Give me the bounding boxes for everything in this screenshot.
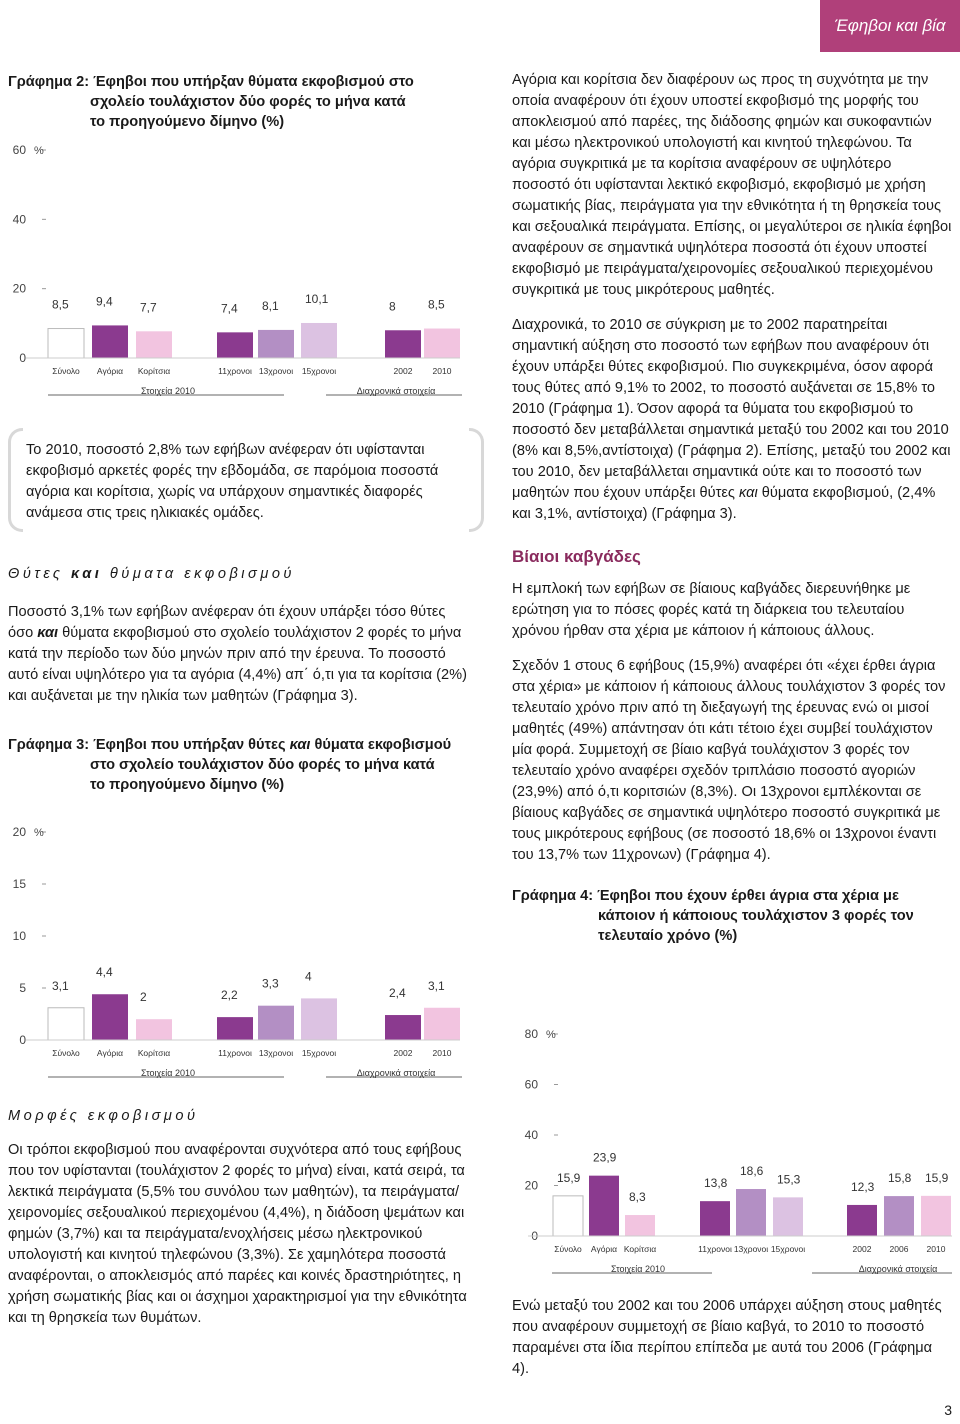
left-column [8, 70, 468, 132]
bar [385, 330, 421, 358]
x-category-label: 13χρονοι [258, 1048, 294, 1058]
x-category-label: 15χρονοι [301, 366, 337, 376]
paragraph-bullies-victims: Ποσοστό 3,1% των εφήβων ανέφεραν ότι έχουν υπάρξει τόσο θύτες όσο και θύματα εκφοβισμού στο σχολείο τουλάχιστον 2 φορές το μήνα κατά την περίοδο των δύο μηνών πριν από την έρευνα. Το ποσοστό αυτό είναι υψηλότερο για τα αγόρια (4,4%) απ΄ ό,τι για τα κορίτσια (2%) και αυξάνεται με την ηλικία των μαθητών (Γράφημα 3). [8, 604, 467, 704]
x-category-label: Σύνολο [52, 366, 80, 376]
x-category-label: Κορίτσια [623, 1244, 657, 1254]
x-category-label: 13χρονοι [733, 1244, 769, 1254]
bar-value-label: 2 [140, 990, 147, 1005]
bar-value-label: 4,4 [96, 965, 113, 980]
x-category-label: 11χρονοι [218, 1048, 252, 1058]
header-badge: Έφηβοι και βία [820, 0, 960, 52]
y-tick-label: 60 [12, 143, 26, 157]
bar [553, 1196, 583, 1236]
x-category-label: Αγόρια [96, 366, 124, 376]
group-label-trend: Διαχρονικά στοιχεία [858, 1264, 938, 1274]
x-category-label: Σύνολο [554, 1244, 582, 1254]
heading-bullies-victims: Θύτες και θύματα εκφοβισμού [8, 566, 295, 582]
x-category-label: 15χρονοι [301, 1048, 337, 1058]
bar-value-label: 23,9 [593, 1150, 617, 1165]
chart3 [8, 810, 468, 1086]
bar [385, 1015, 421, 1040]
bar [48, 329, 84, 358]
y-tick-label: 60 [524, 1077, 538, 1092]
bar-value-label: 8,5 [428, 297, 445, 312]
x-category-label: 2010 [926, 1244, 946, 1254]
x-category-label: Κορίτσια [137, 366, 171, 376]
x-category-label: 13χρονοι [258, 366, 294, 376]
bar-value-label: 15,8 [888, 1171, 912, 1186]
x-category-label: 2002 [393, 1048, 413, 1058]
y-axis-unit: % [34, 145, 44, 157]
bar [48, 1008, 84, 1040]
bar-value-label: 9,4 [96, 294, 113, 309]
group-label-trend: Διαχρονικά στοιχεία [356, 386, 436, 396]
paragraph-trends: Διαχρονικά, το 2010 σε σύγκριση με το 2002 παρατηρείται σημαντική αύξηση στο ποσοστό των εφήβων που αναφέρουν ότι έχουν υπάρξει θύτες εκφοβισμού. Πιο συγκεκριμένα, όσον αφορά τους θύτες από 9,1% το 2002, το ποσοστό αυξάνεται σε 15,8% το 2010 (Γράφημα 1). Όσον αφορά τα θύματα του εκφοβισμού το ποσοστό δεν μεταβάλλεται σημαντικά μεταξύ του 2002 και του 2010 (8% και 8,5%,αντίστοιχα) (Γράφημα 2). Επίσης, μεταξύ του 2002 και του 2010, δεν μεταβάλλεται σημαντικά ούτε και το ποσοστό των μαθητών που έχουν υπάρξει θύτες και θύματα εκφοβισμού, (2,4% και 3,1%, αντίστοιχα) (Γράφημα 3). [512, 317, 951, 522]
y-tick-label: 20 [524, 1178, 538, 1193]
x-category-label: 2002 [852, 1244, 872, 1254]
y-tick-label: 15 [12, 877, 26, 891]
x-category-label: Κορίτσια [137, 1048, 171, 1058]
bar-value-label: 15,3 [777, 1172, 801, 1187]
paragraph-bullying-forms: Οι τρόποι εκφοβισμού που αναφέρονται συχνότερα από τους εφήβους που τον υφίστανται (τουλάχιστον 2 φορές το μήνα) είναι, κατά σειρά, τα λεκτικά πειράγματα (5,5% του συνόλου των μαθητών), τα πειράγματα/ χειρονομίες σεξουαλικού περιεχομένου (4,4%), η διάδοση ψεμάτων και φημών (3,7%) και τα πειράγματα/ενοχλήσεις μέσω ηλεκτρονικού υπολογιστή και κινητού τηλεφώνου (3,3%). Σε χαμηλότερα ποσοστά αναφέρονται, ο αποκλεισμός από παρέες και κοινές δραστηριότητες, η χρήση σωματικής βίας και οι άσχημοι χαρακτηρισμοί για την εθνικότητα και τη θρησκεία των θυμάτων. [8, 1142, 467, 1326]
y-tick-label: 0 [531, 1229, 538, 1243]
bar-value-label: 3,1 [52, 978, 69, 993]
x-category-label: Σύνολο [52, 1048, 80, 1058]
left-column-body [8, 428, 468, 795]
y-axis-unit: % [546, 1029, 556, 1041]
callout-text: Το 2010, ποσοστό 2,8% των εφήβων ανέφεραν ότι υφίστανται εκφοβισμό αρκετές φορές την εβδομάδα, σε παρόμοια ποσοστά αγόρια και κορίτσια, χωρίς να υπάρχουν σημαντικές διαφορές ανάμεσα στις τρεις ηλικιακές ομάδες. [26, 442, 439, 521]
bar-value-label: 4 [305, 969, 312, 984]
bar [700, 1201, 730, 1236]
group-label-2010: Στοιχεία 2010 [610, 1264, 666, 1274]
bar [301, 323, 337, 358]
bar [424, 1008, 460, 1040]
chart3-title: Γράφημα 3: Έφηβοι που υπήρξαν θύτες και θύματα εκφοβισμού στο σχολείο τουλάχιστον δύο φορές το μήνα κατά το προηγούμενο δίμηνο (%) [8, 737, 452, 793]
bar [217, 1017, 253, 1040]
page-number: 3 [944, 1402, 952, 1418]
bar [136, 331, 172, 358]
bar-value-label: 8,3 [629, 1190, 646, 1205]
bar [847, 1205, 877, 1236]
y-tick-label: 40 [12, 212, 26, 227]
bar [217, 332, 253, 358]
bar-value-label: 12,3 [851, 1179, 875, 1194]
bar [589, 1176, 619, 1236]
bar-value-label: 7,7 [140, 300, 157, 315]
bar-value-label: 8,1 [262, 298, 279, 313]
bar-value-label: 10,1 [305, 291, 329, 306]
paragraph-fights-trend: Ενώ μεταξύ του 2002 και του 2006 υπάρχει αύξηση στους μαθητές που αναφέρουν συμμετοχή σε βίαιο καβγά, το 2010 το ποσοστό παραμένει στα ίδια περίπου επίπεδα με αυτά του 2006 (Γράφημα 4). [512, 1298, 942, 1377]
callout-box [8, 428, 484, 532]
paragraph-gender-differences: Αγόρια και κορίτσια δεν διαφέρουν ως προς τη συχνότητα με την οποία αναφέρουν ότι έχουν υποστεί εκφοβισμό της μορφής του αποκλεισμού από παρέες, της διάδοσης φημών και συκοφαντιών και μέσω ηλεκτρονικού υπολογιστή και κινητού τηλεφώνου. Τα αγόρια συγκριτικά με τα κορίτσια αναφέρουν σε υψηλότερο ποσοστό ότι υφίστανται λεκτικό εκφοβισμό, εκφοβισμό με χρήση σωματικής βίας, πειράγματα για την εθνικότητα ή τη θρησκεία τους και σεξουαλικά πειράγματα. Επίσης, οι μεγαλύτεροι σε ηλικία έφηβοι αναφέρουν σε σημαντικά υψηλότερα ποσοστά ότι έχουν υποστεί εκφοβισμό με πειράγματα/χειρονομίες σεξουαλικού περιεχομένου συγκριτικά με τους μικρότερους μαθητές. [512, 72, 952, 298]
bar [625, 1215, 655, 1236]
bar-value-label: 8,5 [52, 297, 69, 312]
group-label-trend: Διαχρονικά στοιχεία [356, 1068, 436, 1078]
bar [773, 1197, 803, 1236]
chart4-title: Γράφημα 4: Έφηβοι που έχουν έρθει άγρια στα χέρια με κάποιον ή κάποιους τουλάχιστον 3 φορές τον τελευταίο χρόνο (%) [512, 888, 914, 944]
y-tick-label: 0 [19, 351, 26, 365]
chart2 [8, 128, 468, 404]
bar-value-label: 13,8 [704, 1176, 728, 1191]
bar-value-label: 2,2 [221, 988, 238, 1003]
y-tick-label: 20 [12, 281, 26, 296]
bar-value-label: 3,3 [262, 976, 279, 991]
bar-value-label: 15,9 [557, 1170, 581, 1185]
bar [736, 1189, 766, 1236]
y-tick-label: 0 [19, 1033, 26, 1047]
left-column-bottom [8, 1108, 468, 1329]
bar [301, 998, 337, 1040]
callout-brace-left [8, 428, 23, 532]
x-category-label: 2010 [432, 1048, 452, 1058]
bar [921, 1196, 951, 1236]
bar [884, 1196, 914, 1236]
bar [92, 325, 128, 358]
x-category-label: 2002 [393, 366, 413, 376]
right-column-bottom [512, 1296, 952, 1380]
bar [92, 994, 128, 1040]
x-category-label: 11χρονοι [218, 366, 252, 376]
y-axis-unit: % [34, 827, 44, 839]
callout-brace-right [469, 428, 484, 532]
chart2-title: Γράφημα 2: Έφηβοι που υπήρξαν θύματα εκφοβισμού στο σχολείο τουλάχιστον δύο φορές το μήνα κατά το προηγούμενο δίμηνο (%) [8, 74, 414, 130]
bar-value-label: 18,6 [740, 1164, 764, 1179]
y-tick-label: 10 [12, 929, 26, 943]
group-label-2010: Στοιχεία 2010 [140, 1068, 196, 1078]
x-category-label: 2006 [889, 1244, 909, 1254]
bar-value-label: 7,4 [221, 301, 238, 316]
y-tick-label: 5 [19, 981, 26, 995]
heading-bullying-forms: Μορφές εκφοβισμού [8, 1108, 199, 1124]
bar-value-label: 3,1 [428, 978, 445, 993]
bar [258, 330, 294, 358]
right-column [512, 70, 952, 946]
paragraph-fights-detail: Σχεδόν 1 στους 6 εφήβους (15,9%) αναφέρει ότι «έχει έρθει άγρια στα χέρια» με κάποιον ή κάποιους άλλους τουλάχιστον 3 φορές τον τελευταίο χρόνο πριν από τη διεξαγωγή της έρευνας ενώ οι μισοί μαθητές (49%) απάντησαν ότι κάτι τέτοιο έχει συμβεί τουλάχιστον μία φορά. Συμμετοχή σε βίαιο καβγά τουλάχιστον 3 φορές τον τελευταίο χρόνο αναφέρει σχεδόν τριπλάσιο ποσοστό αγοριών (23,9%) από ό,τι κοριτσιών (8,3%). Οι 13χρονοι εμπλέκονται σε βίαιους καβγάδες σε σημαντικά υψηλότερο ποσοστό συγκριτικά με τους μικρότερους εφήβους (σε ποσοστό 18,6% οι 13χρονοι έναντι του 13,7% των 11χρονων) (Γράφημα 4). [512, 658, 946, 863]
bar-value-label: 8 [389, 299, 396, 314]
paragraph-fights-intro: Η εμπλοκή των εφήβων σε βίαιους καβγάδες διερευνήθηκε με ερώτηση για το πόσες φορές κατά τη διάρκεια του τελευταίου χρόνου ήρθαν στα χέρια με κάποιον ή κάποιους άλλους. [512, 581, 911, 639]
chart4 [512, 1012, 956, 1282]
x-category-label: Αγόρια [590, 1244, 618, 1254]
bar [258, 1006, 294, 1040]
x-category-label: Αγόρια [96, 1048, 124, 1058]
y-tick-label: 80 [524, 1027, 538, 1041]
x-category-label: 11χρονοι [698, 1244, 732, 1254]
x-category-label: 15χρονοι [770, 1244, 806, 1254]
bar [136, 1019, 172, 1040]
x-category-label: 2010 [432, 366, 452, 376]
y-tick-label: 40 [524, 1128, 538, 1142]
bar [424, 329, 460, 358]
bar-value-label: 2,4 [389, 986, 406, 1001]
y-tick-label: 20 [12, 825, 26, 839]
bar-value-label: 15,9 [925, 1170, 949, 1185]
group-label-2010: Στοιχεία 2010 [140, 386, 196, 396]
subheading-violent-fights: Βίαιοι καβγάδες [512, 547, 641, 566]
